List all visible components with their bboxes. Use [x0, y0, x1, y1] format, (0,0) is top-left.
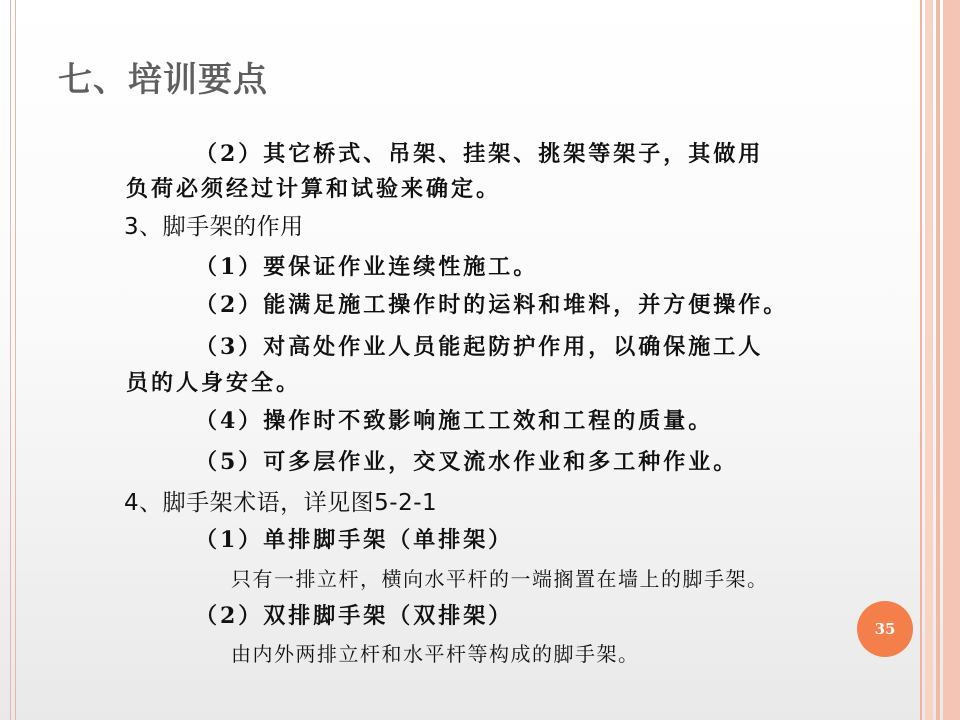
slide-title: 七、培训要点: [58, 60, 268, 100]
right-stripe-decoration: [920, 0, 922, 720]
text-line: 员的人身安全。: [126, 370, 302, 396]
left-border-decoration: [10, 0, 16, 720]
section-heading: 3、脚手架的作用: [124, 214, 304, 240]
text-line: （2）其它桥式、吊架、挂架、挑架等架子，其做用: [195, 141, 764, 167]
right-stripe-decoration: [943, 0, 960, 720]
text-line: 只有一排立杆，横向水平杆的一端搁置在墙上的脚手架。: [231, 567, 769, 591]
page-number-badge: 35: [857, 601, 913, 657]
text-line: （1）要保证作业连续性施工。: [195, 254, 539, 280]
text-line: （2）能满足施工操作时的运料和堆料，并方便操作。: [195, 292, 789, 318]
text-line: 由内外两排立杆和水平杆等构成的脚手架。: [231, 642, 640, 666]
text-line: （1）单排脚手架（单排架）: [195, 527, 514, 553]
right-stripe-decoration: [936, 0, 940, 720]
text-line: （3）对高处作业人员能起防护作用，以确保施工人: [195, 334, 764, 360]
section-heading: 4、脚手架术语，详见图5-2-1: [124, 490, 438, 516]
text-line: （2）双排脚手架（双排架）: [195, 603, 514, 629]
text-line: （4）操作时不致影响施工工效和工程的质量。: [195, 408, 714, 434]
right-stripe-decoration: [925, 0, 933, 720]
text-line: （5）可多层作业，交叉流水作业和多工种作业。: [195, 449, 739, 475]
text-line: 负荷必须经过计算和试验来确定。: [126, 176, 502, 202]
